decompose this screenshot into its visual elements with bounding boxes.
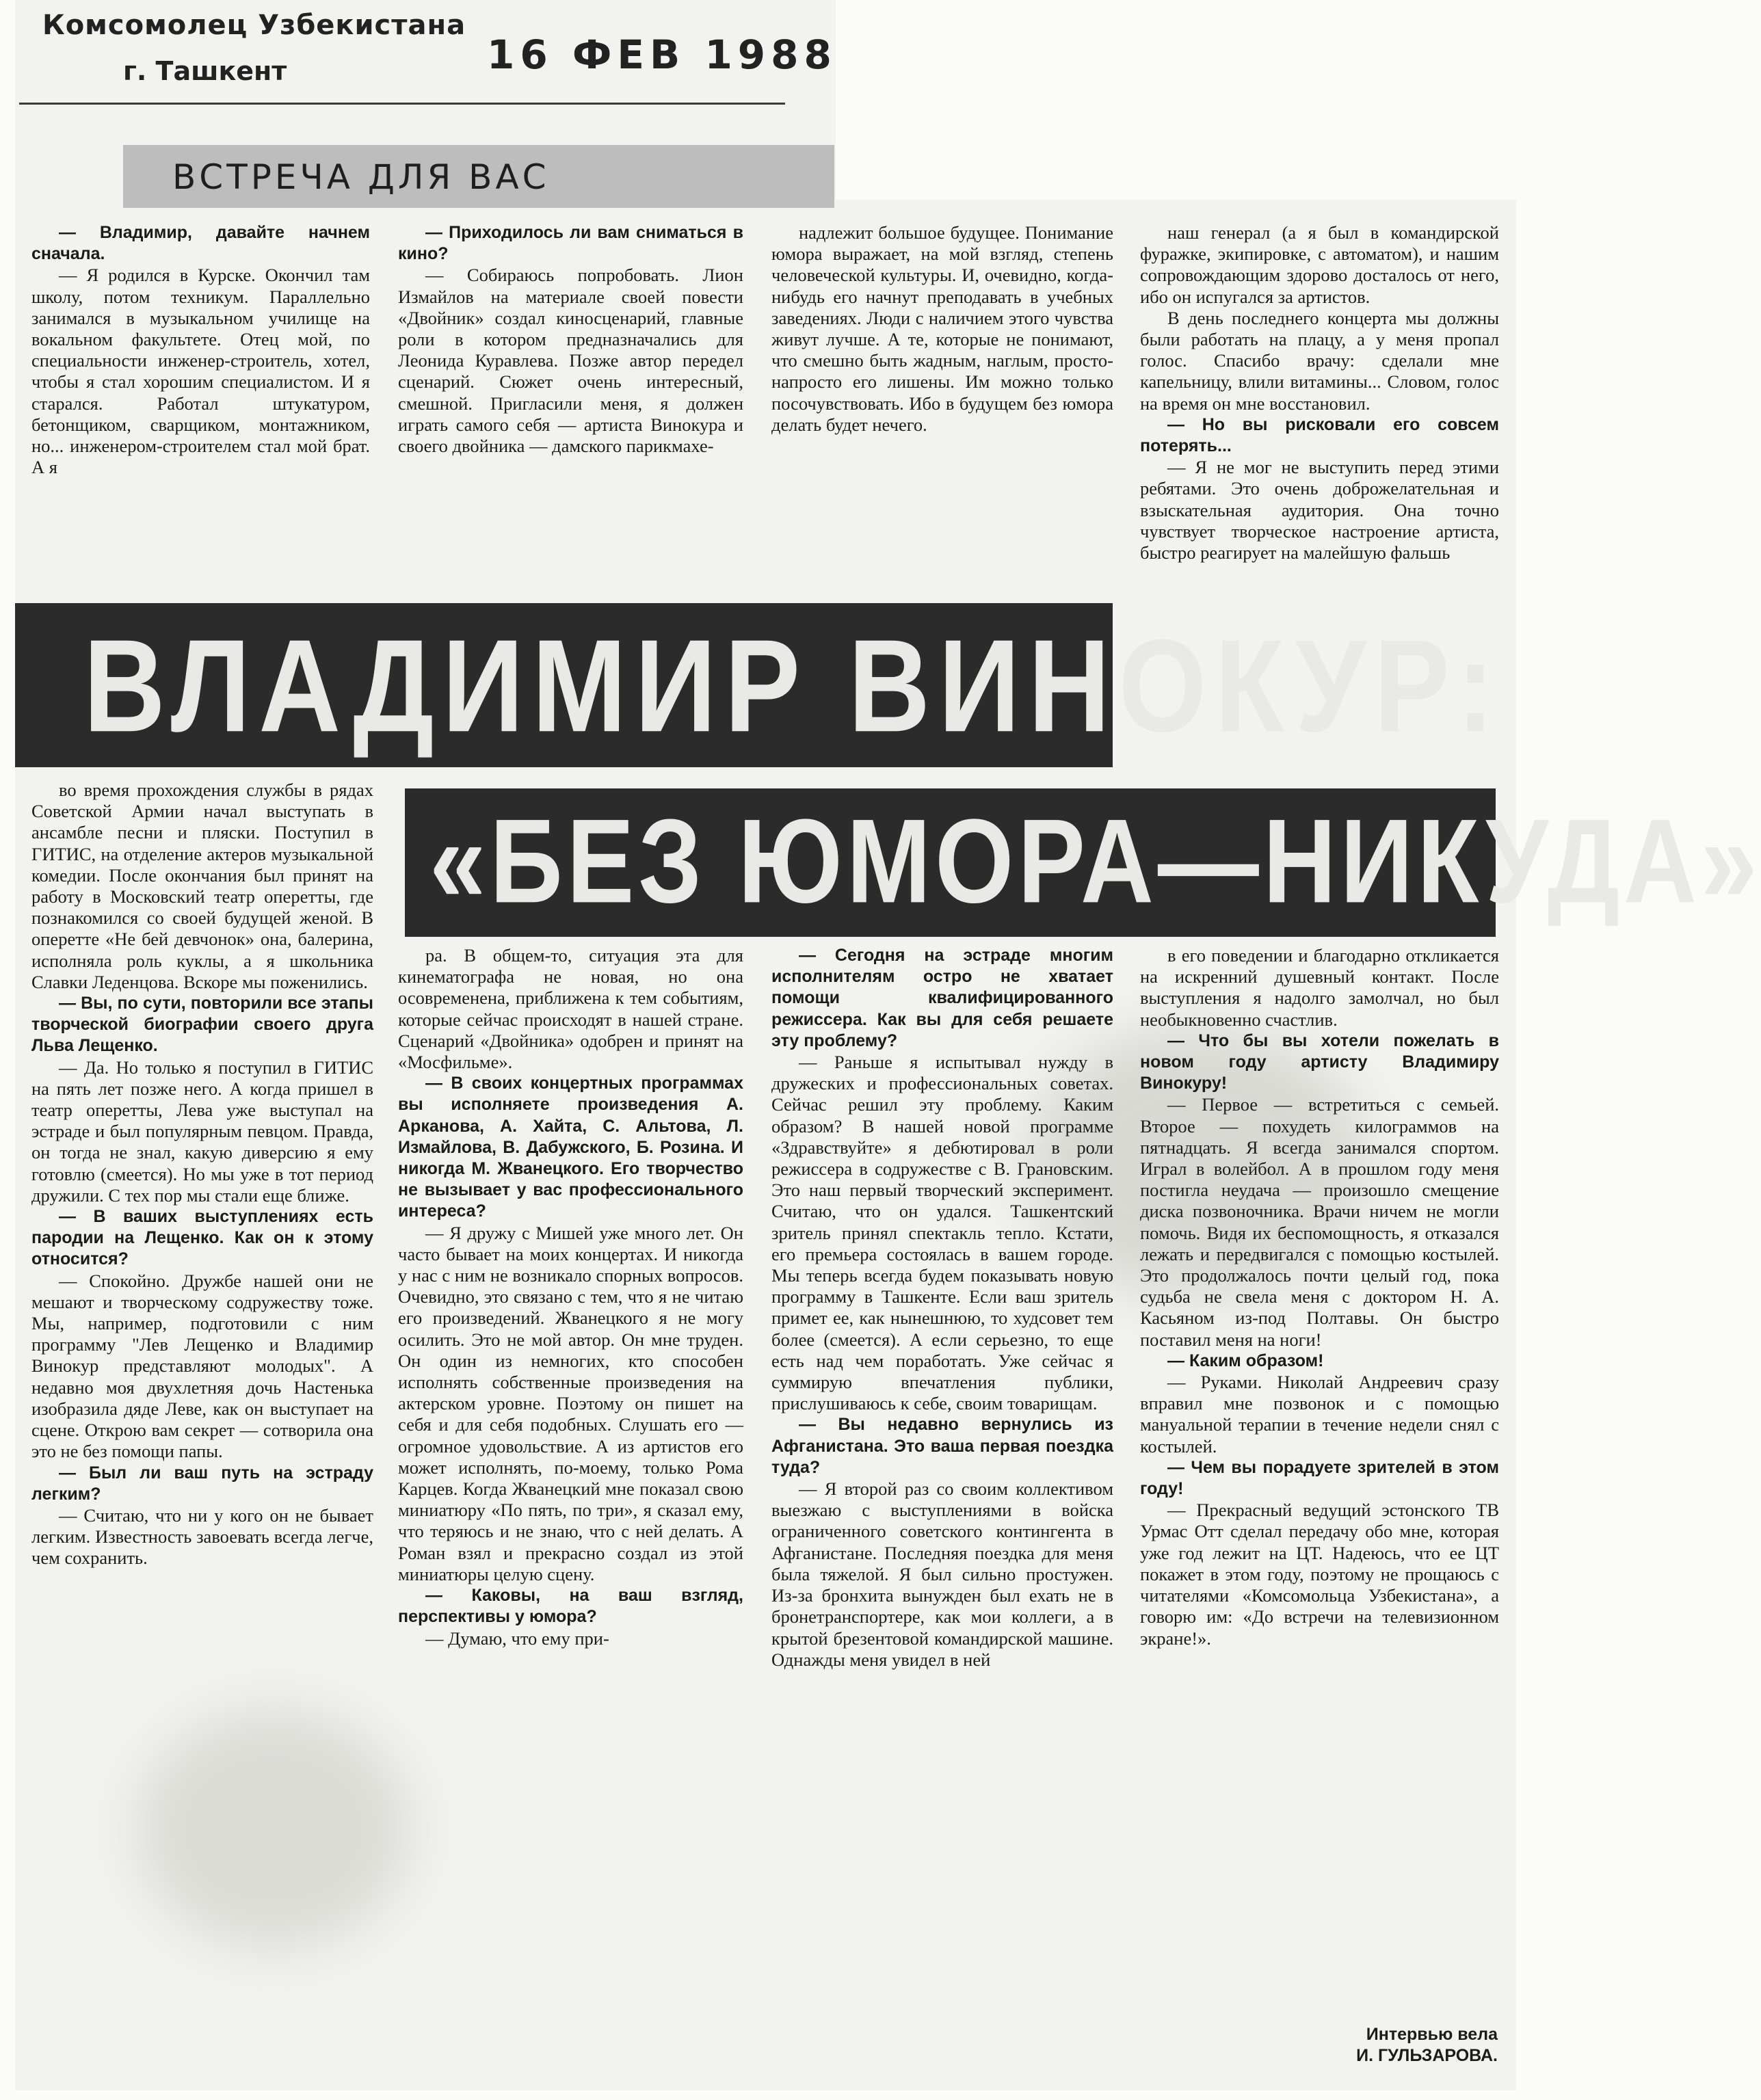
interview-answer: — Да. Но только я поступил в ГИТИС на пять лет позже него. А когда пришел в театр оперетты, Лева уже выступал на эстраде и был популярным певцом. Правда, он тогда не знал, какую диверсию я ему готовлю (смеется). Но мы уже в тот период дружили. С тех пор мы стали еще ближе.: [31, 1056, 373, 1206]
byline-label: Интервью вела: [1366, 2025, 1498, 2044]
article-column: [31, 780, 373, 1569]
interview-answer: надлежит большое будущее. Понимание юмора выражает, на мой взгляд, степень человеческой культуры. И, очевидно, когда-нибудь его начнут преподавать в учебных заведениях. Люди с наличием этого чувства живут лучше. А те, которые не понимают, что смешно быть жадным, наглым, просто-напросто его лишены. Им можно только посочувствовать. Ибо в будущем без юмора делать будет нечего.: [771, 222, 1113, 435]
byline: [1197, 2024, 1498, 2066]
interview-question: — Чем вы порадуете зрителей в этом году!: [1140, 1457, 1499, 1499]
rubric-band: [123, 145, 834, 208]
interview-answer: ра. В общем-то, ситуация эта для кинематографа не новая, но она осовременена, приближена к тем событиям, которые сейчас происходят в нашей стране. Сценарий «Двойника» одобрен и принят на «Мосфильме».: [398, 945, 743, 1073]
headline-banner: [15, 603, 1502, 767]
interview-answer: во время прохождения службы в рядах Советской Армии начал выступать в ансамбле песни и пляски. Поступил в ГИТИС, на отделение актеров музыкальной комедии. После окончания был принят на работу в Московский театр оперетты, где познакомился со своей будущей женой. В оперетте «Не бей девчонок» она, балерина, исполняла роль куклы, а я школьника Славки Леденцова. Вскоре мы поженились.: [31, 780, 373, 992]
interview-answer: в его поведении и благодарно откликается на искренний душевный контакт. После выступления я надолго замолчал, но был необыкновенно счастлив.: [1140, 945, 1499, 1030]
article-column: [398, 945, 743, 1649]
article-column: [31, 222, 370, 478]
stamp-divider: [19, 103, 785, 105]
interview-question: — Но вы рисковали его совсем потерять...: [1140, 414, 1499, 456]
paper-stain: [137, 1710, 410, 1949]
interview-answer: — Я дружу с Мишей уже много лет. Он часто бывает на моих концертах. И никогда у нас с ним не возникало спорных вопросов. Очевидно, это связано с тем, что я не читаю его произведений. Жванецкого я не могу осилить. Это не мой автор. Он мне труден. Он один из немногих, кто способен исполнять собственные произведения на актерском уровне. Поэтому он пишет на себя и для себя подобных. Слушать его — огромное удовольствие. А из артистов его может исполнять, по-моему, только Рома Карцев. Когда Жванецкий мне показал свою миниатюру «По пять, по три», я сказал ему, что теряюсь и не знаю, что с ней делать. А Роман взял и прекрасно создал из этой миниатюры целую сцену.: [398, 1222, 743, 1584]
interview-question: — В ваших выступлениях есть пародии на Лещенко. Как он к этому относится?: [31, 1207, 373, 1269]
article-column: [398, 222, 743, 457]
byline-author: И. ГУЛЬЗАРОВА.: [1356, 2046, 1498, 2066]
headline-name: ВЛАДИМИР ВИНОКУР:: [83, 613, 1502, 760]
interview-answer: — Прекрасный ведущий эстонского ТВ Урмас Отт сделал передачу обо мне, которая уже год лежит на ЦТ. Надеюсь, что ее ЦТ покажет в этом году, поэтому не прощаюсь с читателями «Комсомольца Узбекистана», а говорю им: «До встречи на телевизионном экране!».: [1140, 1500, 1499, 1649]
interview-question: — Что бы вы хотели пожелать в новом году артисту Владимиру Винокуру!: [1140, 1031, 1499, 1093]
interview-answer: — Раньше я испытывал нужду в дружеских и профессиональных советах. Сейчас решил эту проблему. Каким образом? В нашей новой программе «Здравствуйте» я дебютировал в роли режиссера в содружестве с В. Грановским. Это наш первый творческий эксперимент. Считаю, что он удался. Ташкентский зритель принял спектакль тепло. Кстати, его премьера состоялась в вашем городе. Мы теперь всегда будем показывать новую программу в Ташкенте. Если ваш зритель примет ее, как нынешнюю, то худсовет тем более (смеется). А если серьезно, то еще есть над чем поработать. Уже сейчас я суммирую впечатления публики, прислушиваюсь к себе, своим товарищам.: [771, 1052, 1113, 1414]
interview-question: — Был ли ваш путь на эстраду легким?: [31, 1463, 373, 1504]
article-column: [1140, 945, 1499, 1649]
article-column: [771, 222, 1113, 436]
interview-question: — Вы, по сути, повторили все этапы творческой биографии своего друга Льва Лещенко.: [31, 994, 373, 1056]
interview-answer: наш генерал (а я был в командирской фуражке, экипировке, с автоматом), и нашим сопровождающим здорово досталось от него, ибо он испугался за артистов.: [1140, 222, 1499, 307]
interview-question: — В своих концертных программах вы исполняете произведения А. Арканова, А. Хайта, С. Альтова, Л. Измайлова, В. Дабужского, Б. Розина. И никогда М. Жванецкого. Его творчество не вызывает у вас профессионального интереса?: [398, 1074, 743, 1221]
interview-answer: — Я не мог не выступить перед этими ребятами. Это очень доброжелательная и взыскательная аудитория. Она точно чувствует творческое настроение артиста, быстро реагирует на малейшую фальшь: [1140, 457, 1499, 563]
date-stamp: 16 ФЕВ 1988: [487, 31, 837, 78]
article-column: [1140, 222, 1499, 563]
interview-question: — Сегодня на эстраде многим исполнителям остро не хватает помощи квалифицированного режиссера. Как вы для себя решаете эту проблему?: [771, 946, 1113, 1050]
interview-answer: — Руками. Николай Андреевич сразу вправил мне позвонок и с помощью мануальной терапии в течение недели снял с костылей.: [1140, 1372, 1499, 1457]
interview-question: — Каковы, на ваш взгляд, перспективы у юмора?: [398, 1586, 743, 1627]
interview-answer: — Собираюсь попробовать. Лион Измайлов на материале своей повести «Двойник» создал киносценарий, главные роли в котором предназначались для Леонида Куравлева. Позже автор передел сценарий. Сюжет очень интересный, смешной. Пригласили меня, я должен играть самого себя — артиста Винокура и своего двойника — дамского парикмахе-: [398, 265, 743, 457]
headline-quote: «БЕЗ ЮМОРА—НИКУДА»: [429, 795, 1761, 929]
interview-question: — Вы недавно вернулись из Афганистана. Это ваша первая поездка туда?: [771, 1415, 1113, 1477]
interview-answer: — Думаю, что ему при-: [425, 1627, 609, 1649]
interview-answer: — Считаю, что ни у кого он не бывает легким. Известность завоевать всегда легче, чем сохранить.: [31, 1504, 373, 1569]
article-column: [771, 945, 1113, 1671]
interview-answer: — Первое — встретиться с семьей. Второе — похудеть килограммов на пятнадцать. Я всегда занимался спортом. Играл в волейбол. А в прошлом году меня постигла неудача — произошло смещение диска позвоночника. Врачи ничем не могли помочь. Видя их беспомощность, я отказался лежать и передвигался с помощью костылей. Это продолжалось почти целый год, пока судьба не свела меня с доктором Н. А. Касьяном из-под Полтавы. Он быстро поставил меня на ноги!: [1140, 1094, 1499, 1350]
interview-question: — Приходилось ли вам сниматься в кино?: [398, 223, 743, 264]
rubric-title: ВСТРЕЧА ДЛЯ ВАС: [172, 157, 550, 197]
interview-answer: — Я второй раз со своим коллективом выезжаю с выступлениями в войска ограниченного советского контингента в Афганистане. Последняя поездка для меня была тяжелой. Я был сильно простужен. Из-за бронхита вынужден был ехать не в бронетранспортере, как мои коллеги, а в крытой брезентовой командирской машине. Однажды меня увидел в ней: [771, 1478, 1113, 1670]
newspaper-name-stamp: Комсомолец Узбекистана: [42, 10, 466, 41]
city-stamp: г. Ташкент: [123, 56, 287, 86]
interview-answer: — Я родился в Курске. Окончил там школу, потом техникум. Параллельно занимался в музыкальном училище на вокальном факультете. Отец мой, по специальности инженер-строитель, хотел, чтобы я стал хорошим специалистом. И я старался. Работал штукатуром, бетонщиком, сварщиком, монтажником, но... инженером-строителем стал мой брат. А я: [31, 265, 370, 478]
interview-question: — Каким образом!: [1167, 1351, 1324, 1370]
interview-answer: В день последнего концерта мы должны были работать на плацу, а у меня пропал голос. Спасибо врачу: сделали мне капельницу, влили витамины... Словом, голос на время он мне восстановил.: [1140, 307, 1499, 414]
headline-banner: [405, 788, 1761, 937]
interview-answer: — Спокойно. Дружбе нашей они не мешают и творческому содружеству тоже. Мы, например, подготовили с ним программу "Лев Лещенко и Владимир Винокур представляют молодых". А недавно моя двухлетняя дочь Настенька изобразила дяде Леве, как он выступает на сцене. Открою вам секрет — сотворила она это не без помощи папы.: [31, 1270, 373, 1462]
interview-question: — Владимир, давайте начнем сначала.: [31, 223, 370, 264]
